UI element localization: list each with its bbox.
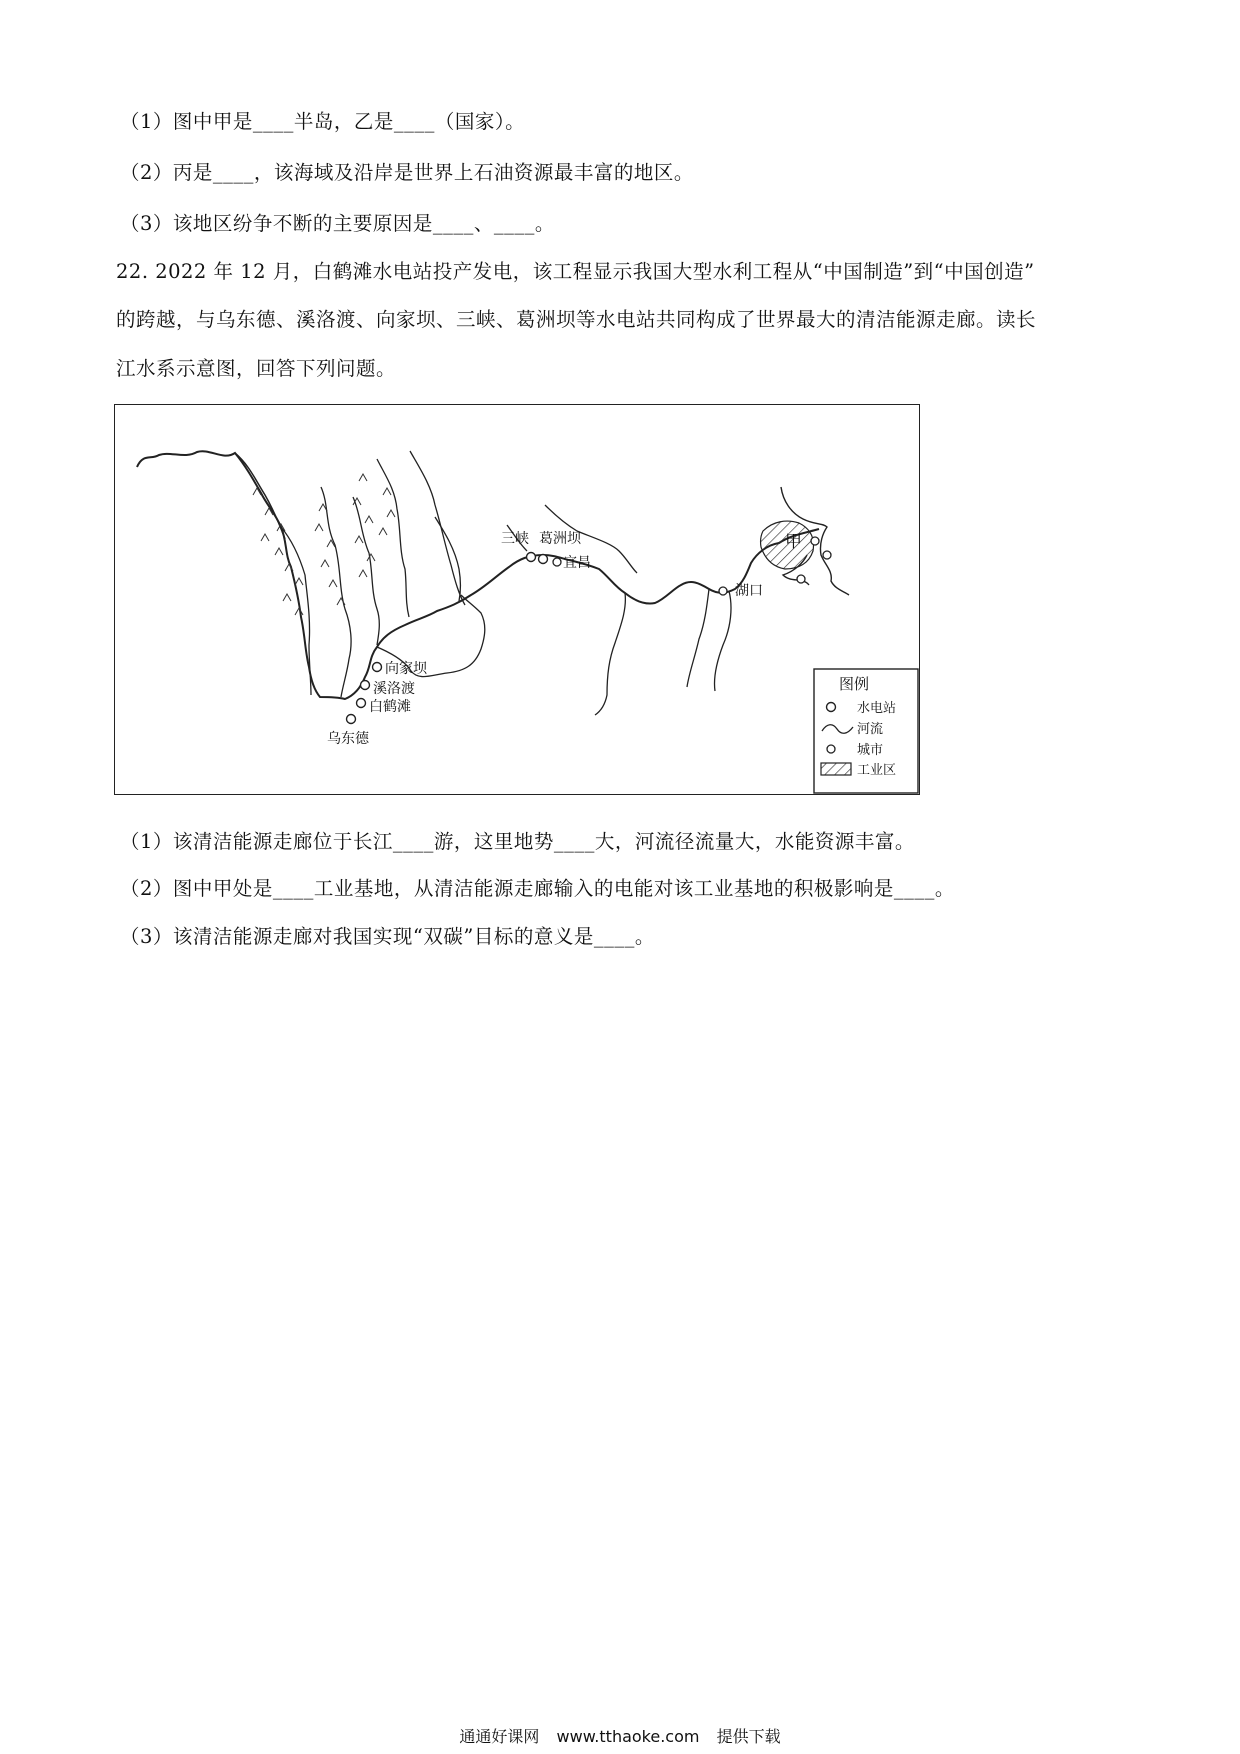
label-xiluodu: 溪洛渡: [373, 681, 415, 697]
mountain-icon: [275, 548, 283, 555]
tributary-jinsha-west: [281, 527, 311, 695]
mountain-icon: [387, 510, 395, 517]
label-jia: 甲: [785, 532, 802, 552]
city-marker: [823, 551, 831, 559]
mountain-icon: [365, 516, 373, 523]
label-xiangjiaba: 向家坝: [385, 661, 427, 677]
city-marker: [797, 575, 805, 583]
label-wudongde: 乌东德: [327, 731, 369, 747]
station-baihetan: [357, 699, 412, 716]
q22-stem-line1: 22. 2022 年 12 月，白鹤滩水电站投产发电，该工程显示我国大型水利工程从“中国制造”到“中国创造”: [116, 260, 1035, 283]
prev-q-sub3: （3）该地区纷争不断的主要原因是____、____。: [120, 212, 555, 235]
label-sanxia: 三峡: [501, 531, 529, 547]
q22-stem-line2: 的跨越，与乌东德、溪洛渡、向家坝、三峡、葛洲坝等水电站共同构成了世界最大的清洁能源走廊。读长: [116, 308, 1037, 331]
label-hukou: 湖口: [735, 583, 763, 599]
tributary-yalong: [321, 487, 351, 697]
station-wudongde: [327, 715, 370, 748]
map-drawing: [115, 405, 921, 796]
yangtze-river-map: [114, 404, 920, 795]
mountain-icon: [359, 474, 367, 481]
mountain-icon: [295, 578, 303, 585]
legend-industry: 工业区: [857, 763, 897, 778]
station-xiangjiaba: [373, 661, 428, 677]
northern-boundary: [235, 453, 285, 539]
tributary-jialing: [410, 451, 465, 605]
mountain-icon: [261, 534, 269, 541]
prev-q-sub1: （1）图中甲是____半岛，乙是____（国家）。: [120, 110, 526, 133]
mountain-icon: [383, 488, 391, 495]
mountain-icon: [283, 594, 291, 601]
map-legend: [814, 669, 918, 793]
label-gezhouba: 葛洲坝: [539, 531, 581, 547]
tributary-jialing-east: [435, 517, 461, 601]
page-footer: [0, 1724, 1240, 1747]
mountain-icon: [329, 580, 337, 587]
tributary-min: [353, 497, 379, 645]
legend-city: 城市: [857, 743, 884, 758]
q22-sub2: （2）图中甲处是____工业基地，从清洁能源走廊输入的电能对该工业基地的积极影响是____。: [120, 877, 955, 900]
q22-stem-line3: 江水系示意图，回答下列问题。: [116, 357, 397, 380]
station-xiluodu: [361, 680, 416, 697]
mountain-icon: [359, 570, 367, 577]
tributary-dadu: [377, 459, 409, 617]
footer-suffix: 提供下载: [716, 1727, 781, 1746]
tributary-gan: [687, 589, 709, 687]
city-hukou: [719, 583, 763, 599]
mountain-icon: [355, 536, 363, 543]
legend-river: 河流: [857, 722, 884, 737]
label-baihetan: 白鹤滩: [369, 699, 411, 715]
mountain-icon: [315, 524, 323, 531]
footer-site-name: 通通好课网: [459, 1727, 540, 1746]
mountain-icon: [321, 560, 329, 567]
legend-station: 水电站: [857, 701, 897, 716]
mountain-icon: [367, 554, 375, 561]
tributary-xiang: [595, 593, 625, 715]
mountain-icon: [379, 528, 387, 535]
yangtze-main-river: [137, 451, 819, 699]
label-yichang: 宜昌: [563, 555, 591, 571]
footer-url[interactable]: www.tthaoke.com: [556, 1727, 700, 1746]
tributary-gan-east: [714, 591, 731, 691]
legend-title: 图例: [839, 675, 870, 693]
q22-sub1: （1）该清洁能源走廊位于长江____游，这里地势____大，河流径流量大，水能资源丰富。: [120, 830, 915, 853]
prev-q-sub2: （2）丙是____，该海域及沿岸是世界上石油资源最丰富的地区。: [120, 161, 694, 184]
q22-sub3: （3）该清洁能源走廊对我国实现“双碳”目标的意义是____。: [120, 925, 655, 948]
station-sanxia: [501, 530, 536, 562]
city-marker: [811, 537, 819, 545]
